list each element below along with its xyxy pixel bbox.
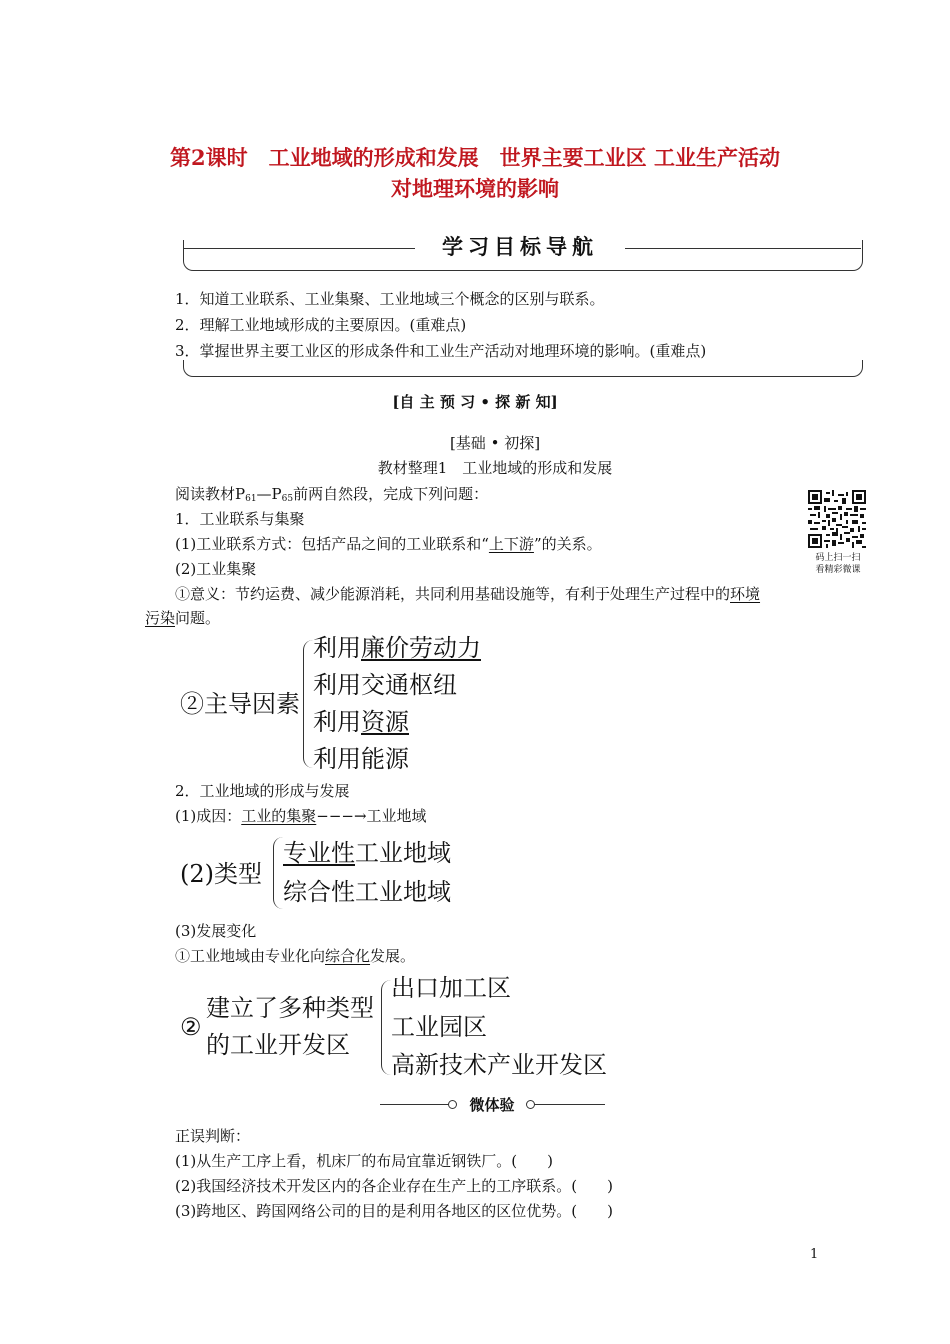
dev-item-1: ①工业地域由专业化向综合化发展。 xyxy=(175,947,416,965)
exercise-item-2: (2)我国经济技术开发区内的各企业存在生产上的工序联系。( ) xyxy=(175,1177,613,1195)
factor-item: 利用交通枢纽 xyxy=(313,671,457,699)
part1-p3: ①意义：节约运费、减少能源消耗，共同利用基础设施等，有利于处理生产过程中的环境 xyxy=(175,585,761,603)
part2-cause: (1)成因：工业的集聚−−−→工业地域 xyxy=(175,807,427,825)
zone-item: 高新技术产业开发区 xyxy=(391,1051,607,1079)
factor-item: 利用廉价劳动力 xyxy=(313,634,481,662)
qr-caption: 码上扫一扫 看精彩微课 xyxy=(815,553,861,575)
zone-item: 出口加工区 xyxy=(391,974,511,1002)
exercise-dot-left xyxy=(448,1100,457,1109)
factor-item: 利用能源 xyxy=(313,745,409,773)
dev2-line1: 建立了多种类型 xyxy=(206,994,374,1022)
exercise-intro: 正误判断： xyxy=(175,1127,251,1145)
exercise-rule-left xyxy=(380,1104,453,1105)
exercise-rule-right xyxy=(532,1104,605,1105)
part1-heading: 1．工业联系与集聚 xyxy=(175,510,305,528)
type-item: 综合性工业地域 xyxy=(283,878,451,906)
objective-3: 3．掌握世界主要工业区的形成条件和工业生产活动对地理环境的影响。(重难点) xyxy=(175,342,707,360)
objectives-box-bottom xyxy=(183,360,863,377)
type-item: 专业性工业地域 xyxy=(283,839,451,867)
dev-heading: (3)发展变化 xyxy=(175,922,257,940)
qr-code-icon[interactable] xyxy=(808,490,866,548)
page-title-line1: 第2课时 工业地域的形成和发展 世界主要工业区 工业生产活动 xyxy=(170,145,780,170)
intro-text: 阅读教材$P_{61}—P_{65}$前两自然段，完成下列问题： xyxy=(175,485,489,504)
objectives-heading: 学习目标导航 xyxy=(420,230,620,264)
objective-2: 2．理解工业地域形成的主要原因。(重难点) xyxy=(175,316,467,334)
zone-item: 工业园区 xyxy=(391,1013,487,1041)
dev2-line2: 的工业开发区 xyxy=(206,1031,350,1059)
exercise-item-1: (1)从生产工序上看，机床厂的布局宜靠近钢铁厂。( ) xyxy=(175,1152,553,1170)
dev2-number: ② xyxy=(180,1013,202,1041)
section-topic: 教材整理1 工业地域的形成和发展 xyxy=(377,459,613,477)
page-number: 1 xyxy=(810,1247,819,1262)
factor-label: ②主导因素 xyxy=(180,690,300,718)
exercise-heading: 微体验 xyxy=(469,1096,515,1114)
type-label: (2)类型 xyxy=(180,860,262,888)
part2-heading: 2．工业地域的形成与发展 xyxy=(175,782,350,800)
part1-p2: (2)工业集聚 xyxy=(175,560,257,578)
factor-item: 利用资源 xyxy=(313,708,409,736)
exercise-dot-right xyxy=(526,1100,535,1109)
part1-p3-cont: 污染问题。 xyxy=(145,609,221,627)
exercise-item-3: (3)跨地区、跨国网络公司的目的是利用各地区的区位优势。( ) xyxy=(175,1202,613,1220)
part1-p1: (1)工业联系方式：包括产品之间的工业联系和“上下游”的关系。 xyxy=(175,535,602,553)
section-sub: [基础 • 初探] xyxy=(449,434,541,452)
objective-1: 1．知道工业联系、工业集聚、工业地域三个概念的区别与联系。 xyxy=(175,290,605,308)
section-heading: [自 主 预 习 • 探 新 知] xyxy=(392,393,558,411)
page-title-line2: 对地理环境的影响 xyxy=(391,176,559,201)
